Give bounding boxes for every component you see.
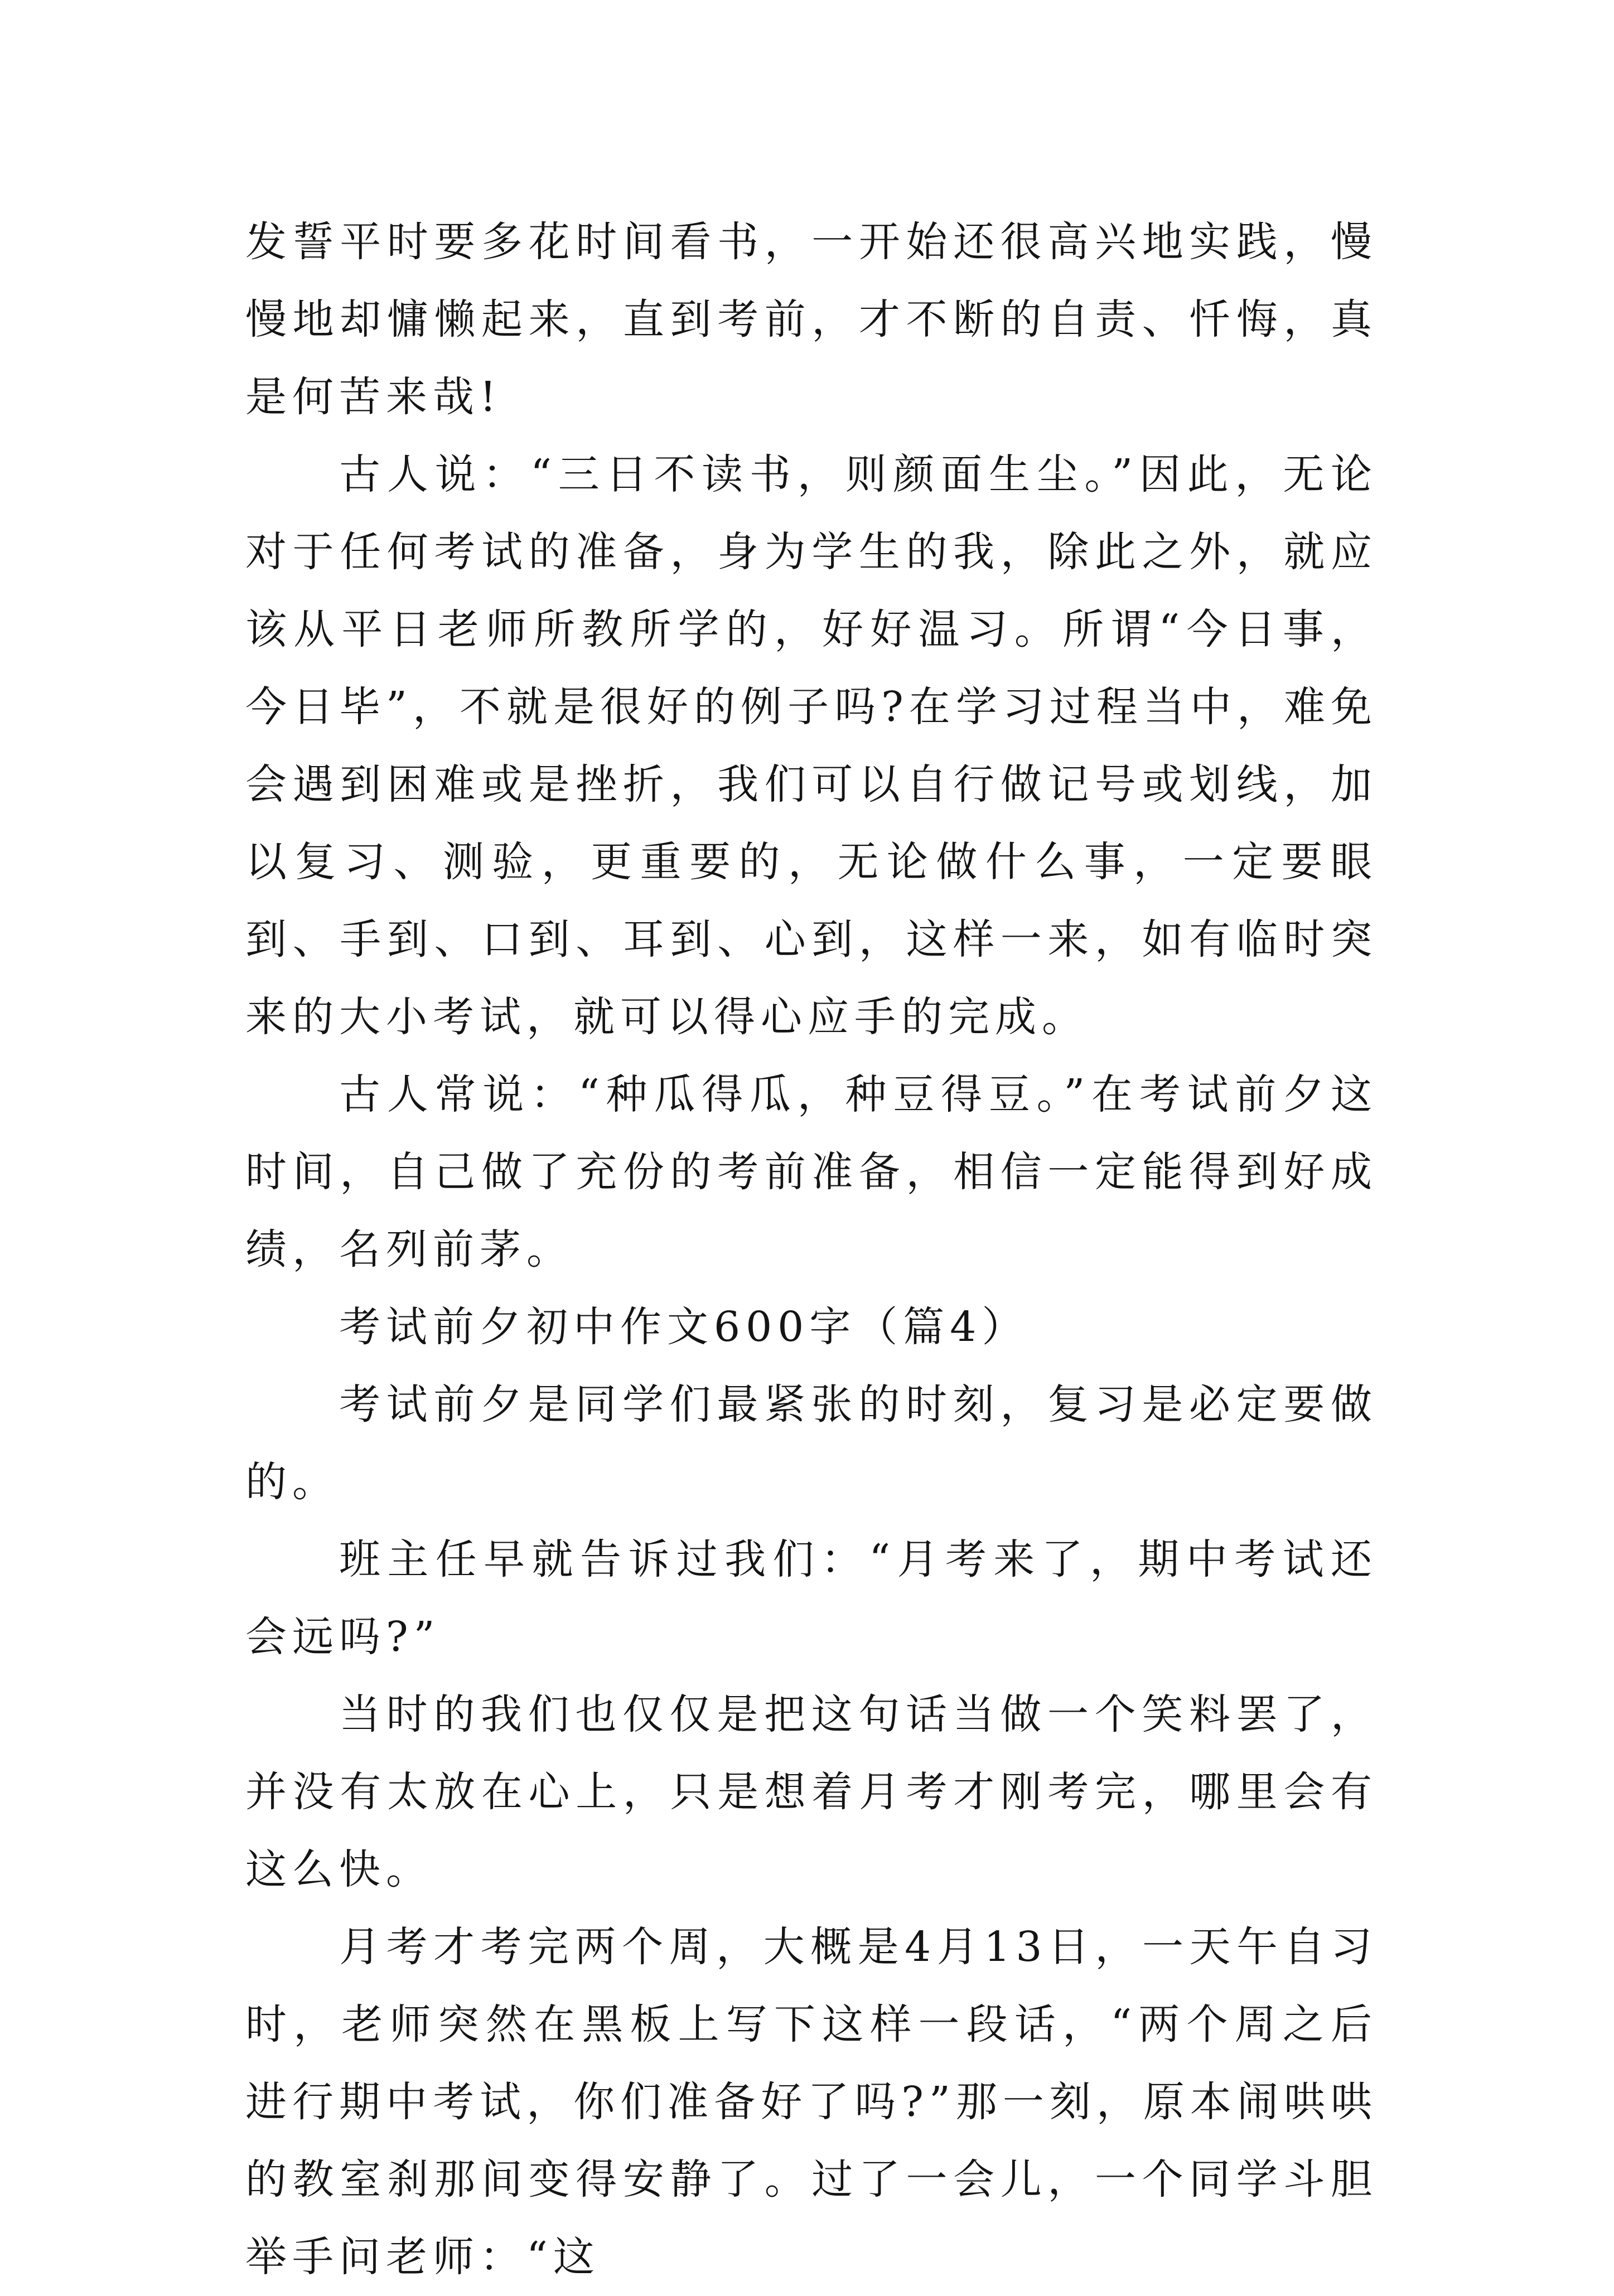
document-body	[245, 204, 1378, 2296]
paragraph-announcement: 月考才考完两个周，大概是4月13日，一天午自习时，老师突然在黑板上写下这样一段话，“两个周之后进行期中考试，你们准备好了吗?”那一刻，原本闹哄哄的教室刹那间变得安静了。过了一会儿，一个同学斗胆举手问老师：“这	[245, 1923, 1378, 2281]
essay-heading: 考试前夕初中作文600字（篇4）	[339, 1303, 1029, 1351]
paragraph-ancient-saying: 古人说：“三日不读书，则颜面生尘。”因此，无论对于任何考试的准备，身为学生的我，除此之外，就应该从平日老师所教所学的，好好温习。所谓“今日事，今日毕”，不就是很好的例子吗?在学习过程当中，难免会遇到困难或是挫折，我们可以自行做记号或划线，加以复习、测验，更重要的，无论做什么事，一定要眼到、手到、口到、耳到、心到，这样一来，如有临时突来的大小考试，就可以得心应手的完成。	[245, 451, 1378, 1041]
paragraph-teacher-warning: 班主任早就告诉过我们：“月考来了，期中考试还会远吗?”	[245, 1535, 1378, 1661]
paragraph-joke: 当时的我们也仅仅是把这句话当做一个笑料罢了，并没有太放在心上，只是想着月考才刚考完，哪里会有这么快。	[245, 1690, 1378, 1893]
paragraph-sow-and-reap: 古人常说：“种瓜得瓜，种豆得豆。”在考试前夕这时间，自己做了充份的考前准备，相信一定能得到好成绩，名列前茅。	[245, 1071, 1378, 1273]
paragraph-exam-eve: 考试前夕是同学们最紧张的时刻，复习是必定要做的。	[245, 1380, 1378, 1506]
paragraph-continuation: 发誓平时要多花时间看书，一开始还很高兴地实践，慢慢地却慵懒起来，直到考前，才不断的自责、忏悔，真是何苦来哉!	[245, 218, 1378, 421]
